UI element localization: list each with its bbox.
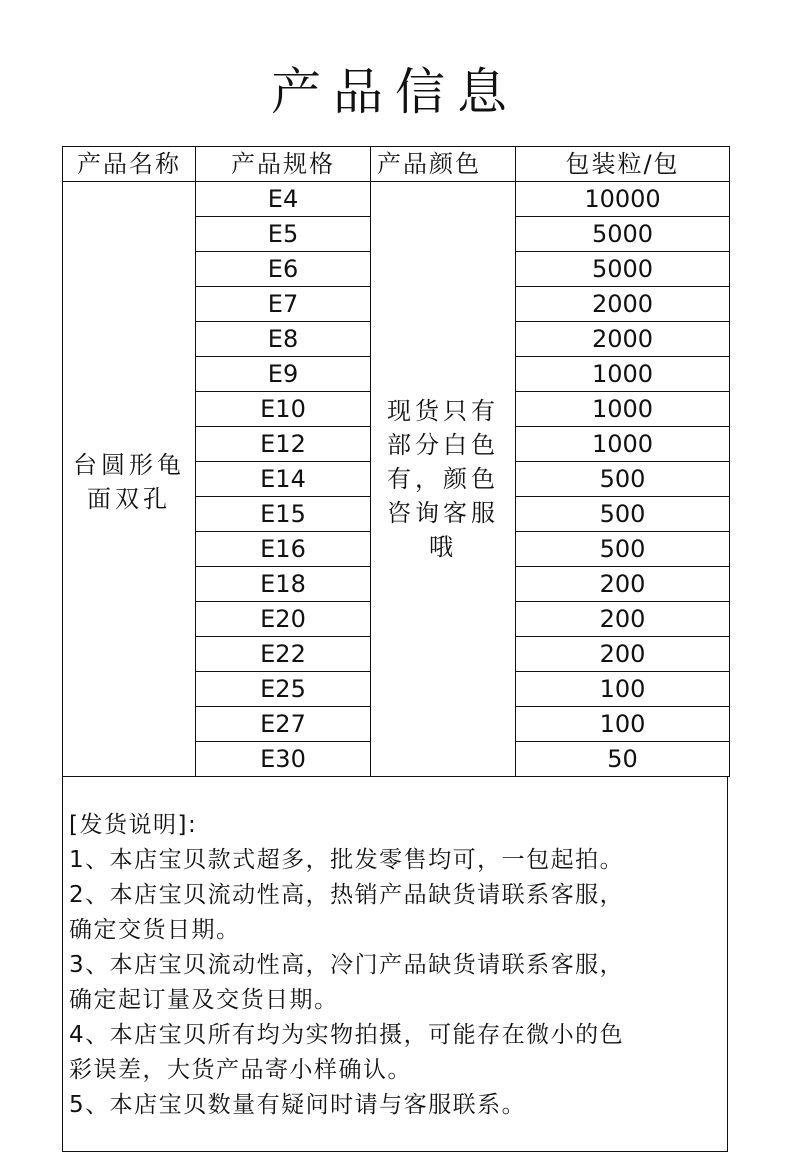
spec-cell: E20 — [196, 602, 371, 637]
spec-cell: E25 — [196, 672, 371, 707]
spec-cell: E8 — [196, 322, 371, 357]
notes-line: 彩误差，大货产品寄小样确认。 — [69, 1057, 412, 1083]
spec-cell: E12 — [196, 427, 371, 462]
color-note-line: 哦 — [429, 533, 457, 561]
notes-heading: [发货说明]: — [69, 812, 198, 838]
table-header-row — [63, 147, 730, 182]
spec-cell: E9 — [196, 357, 371, 392]
product-spec-table — [62, 146, 730, 777]
pack-quantity-cell: 200 — [516, 602, 730, 637]
spec-cell: E6 — [196, 252, 371, 287]
color-note-line: 部分白色 — [387, 431, 499, 459]
pack-quantity-cell: 500 — [516, 532, 730, 567]
color-note-line: 咨询客服 — [387, 499, 499, 527]
header-pack-quantity: 包装粒/包 — [516, 147, 730, 182]
pack-quantity-cell: 5000 — [516, 252, 730, 287]
pack-quantity-cell: 50 — [516, 742, 730, 777]
header-product-color: 产品颜色 — [371, 147, 516, 182]
product-color-cell — [371, 182, 516, 777]
pack-quantity-cell: 500 — [516, 462, 730, 497]
notes-line: 2、本店宝贝流动性高，热销产品缺货请联系客服， — [69, 882, 625, 908]
header-product-spec: 产品规格 — [196, 147, 371, 182]
spec-cell: E10 — [196, 392, 371, 427]
notes-line: 1、本店宝贝款式超多，批发零售均可，一包起拍。 — [69, 847, 625, 873]
color-note-line: 现货只有 — [387, 397, 499, 425]
header-product-name: 产品名称 — [63, 147, 196, 182]
spec-cell: E30 — [196, 742, 371, 777]
product-name-cell — [63, 182, 196, 777]
spec-cell: E4 — [196, 182, 371, 217]
spec-cell: E18 — [196, 567, 371, 602]
notes-line: 确定起订量及交货日期。 — [69, 987, 339, 1013]
pack-quantity-cell: 100 — [516, 672, 730, 707]
pack-quantity-cell: 100 — [516, 707, 730, 742]
page-title: 产品信息 — [271, 63, 519, 121]
spec-cell: E7 — [196, 287, 371, 322]
pack-quantity-cell: 200 — [516, 567, 730, 602]
notes-line: 确定交货日期。 — [69, 917, 241, 943]
shipping-notes — [62, 776, 728, 1152]
color-note-line: 有，颜色 — [387, 465, 499, 493]
pack-quantity-cell: 200 — [516, 637, 730, 672]
pack-quantity-cell: 2000 — [516, 322, 730, 357]
spec-cell: E5 — [196, 217, 371, 252]
pack-quantity-cell: 2000 — [516, 287, 730, 322]
product-name-line: 台圆形龟 — [73, 451, 185, 479]
table-row — [63, 182, 730, 217]
pack-quantity-cell: 10000 — [516, 182, 730, 217]
pack-quantity-cell: 5000 — [516, 217, 730, 252]
notes-line: 4、本店宝贝所有均为实物拍摄，可能存在微小的色 — [69, 1022, 625, 1048]
product-name-line: 面双孔 — [87, 485, 171, 513]
pack-quantity-cell: 500 — [516, 497, 730, 532]
spec-cell: E27 — [196, 707, 371, 742]
spec-cell: E15 — [196, 497, 371, 532]
spec-cell: E16 — [196, 532, 371, 567]
spec-cell: E14 — [196, 462, 371, 497]
notes-line: 3、本店宝贝流动性高，冷门产品缺货请联系客服， — [69, 952, 625, 978]
pack-quantity-cell: 1000 — [516, 427, 730, 462]
pack-quantity-cell: 1000 — [516, 392, 730, 427]
notes-line: 5、本店宝贝数量有疑问时请与客服联系。 — [69, 1092, 527, 1118]
pack-quantity-cell: 1000 — [516, 357, 730, 392]
spec-cell: E22 — [196, 637, 371, 672]
